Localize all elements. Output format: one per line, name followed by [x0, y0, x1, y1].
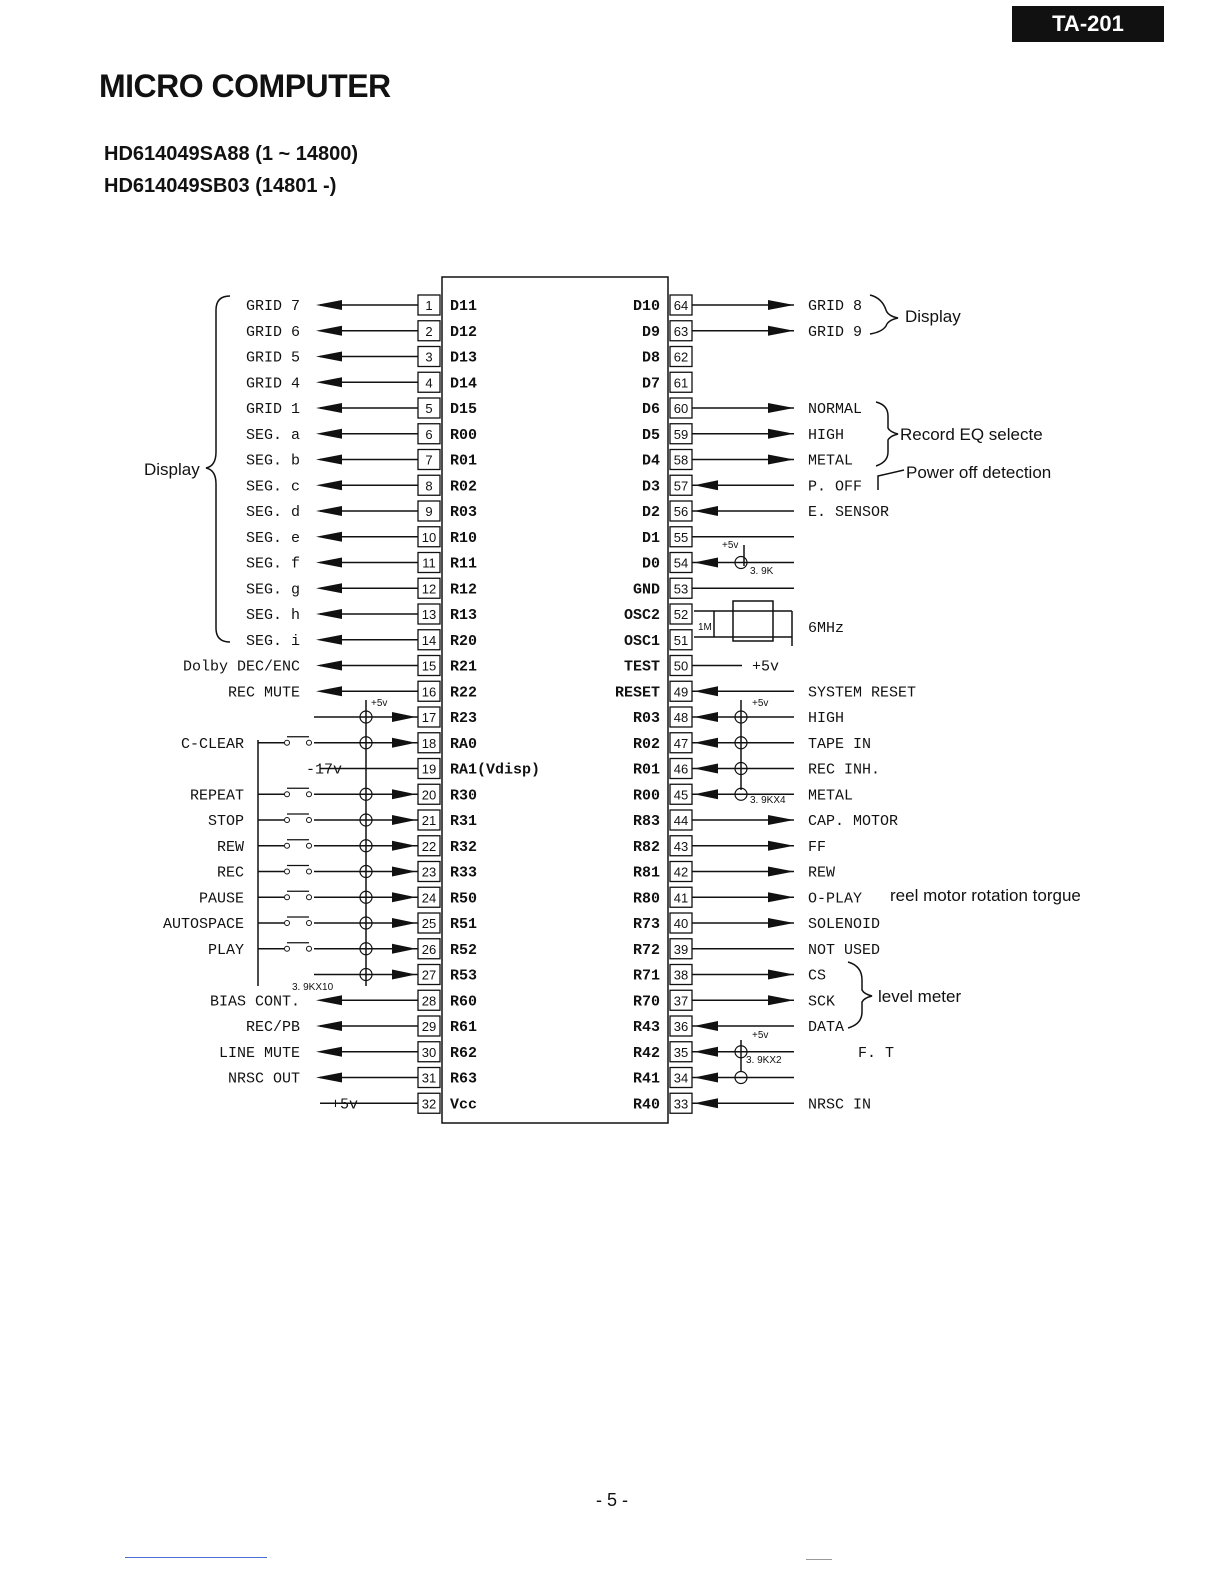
signal-label: PAUSE	[198, 890, 244, 908]
in-arrow	[392, 944, 416, 954]
pin-name: R41	[632, 1070, 660, 1088]
pin-name: D13	[450, 349, 478, 367]
out-arrow	[316, 661, 342, 671]
pin-number: 24	[421, 890, 437, 906]
out-arrow	[768, 892, 794, 902]
in-arrow	[392, 970, 416, 980]
display-left-label: Display	[144, 460, 200, 479]
out-arrow	[316, 583, 342, 593]
signal-label: REW	[216, 838, 244, 856]
out-arrow	[768, 867, 794, 877]
pin-number: 5	[425, 401, 433, 416]
left-plus5v-label: +5v	[371, 698, 388, 709]
in-arrow	[694, 506, 718, 516]
pin-name: D0	[641, 555, 660, 573]
pin-number: 52	[673, 607, 689, 622]
pin-number: 19	[421, 761, 437, 777]
pin-name: R42	[632, 1044, 660, 1062]
display-brace-right	[870, 295, 898, 334]
pin-number: 44	[673, 813, 689, 828]
part-number-1: HD614049SA88 (1 ~ 14800)	[104, 143, 359, 165]
signal-label: NRSC IN	[808, 1096, 872, 1114]
pin-name: R73	[632, 916, 660, 933]
signal-label: PLAY	[207, 941, 244, 959]
pin-name: R10	[450, 529, 478, 547]
out-arrow	[316, 558, 342, 568]
signal-label: BIAS CONT.	[209, 993, 300, 1011]
signal-label: FF	[808, 838, 827, 856]
pin-name: D14	[450, 375, 478, 393]
in-arrow	[694, 480, 718, 490]
signal-label: REC/PB	[245, 1019, 300, 1036]
crystal-freq-label: 6MHz	[808, 620, 845, 637]
record-eq-brace	[876, 402, 898, 466]
signal-label: E. SENSOR	[808, 504, 890, 521]
signal-label: GRID 5	[245, 349, 300, 367]
out-arrow	[316, 532, 342, 542]
out-arrow	[768, 815, 794, 825]
switch-contact	[307, 869, 312, 874]
signal-label: SEG. b	[245, 452, 300, 470]
in-arrow	[694, 1098, 718, 1108]
out-arrow	[768, 429, 794, 439]
pin-name: R01	[450, 452, 478, 470]
pin-name: R03	[450, 504, 478, 521]
signal-label: REPEAT	[189, 787, 244, 805]
d0-resistor-label: 3. 9K	[750, 566, 774, 577]
in-arrow	[694, 738, 718, 748]
pin-name: R62	[450, 1044, 478, 1062]
pin-number: 17	[421, 710, 437, 725]
display-brace-left	[206, 296, 230, 642]
pin-number: 43	[673, 838, 689, 854]
signal-label: C-CLEAR	[180, 735, 244, 753]
out-arrow	[768, 918, 794, 928]
pin-name: R23	[450, 710, 478, 727]
switch-contact	[307, 843, 312, 848]
switch-contact	[285, 895, 290, 900]
signal-label: SEG. a	[245, 426, 300, 444]
signal-label: GRID 8	[808, 298, 863, 315]
pin-name: D3	[641, 478, 660, 496]
d0-plus5v-label: +5v	[722, 540, 739, 551]
switch-contact	[307, 895, 312, 900]
power-off-label: Power off detection	[906, 463, 1052, 482]
pin-number: 26	[421, 941, 437, 957]
pin-name: R71	[632, 967, 660, 985]
pin-name: R20	[450, 632, 478, 650]
pin-number: 41	[673, 890, 689, 906]
pin-number: 10	[421, 529, 437, 545]
pin-number: 39	[673, 941, 689, 957]
pin-number: 32	[421, 1096, 437, 1112]
pin-number: 46	[673, 761, 689, 777]
in-arrow	[392, 841, 416, 851]
signal-label: METAL	[808, 452, 854, 470]
pin-name: R80	[632, 890, 660, 908]
pin-name: GND	[632, 581, 660, 599]
pin-number: 34	[673, 1070, 689, 1086]
pin-number: 14	[421, 632, 437, 648]
pin-name: TEST	[623, 658, 660, 676]
pin-number: 30	[421, 1044, 437, 1060]
in-arrow	[392, 918, 416, 928]
switch-contact	[285, 921, 290, 926]
signal-label: -17v	[305, 761, 342, 779]
crystal-box	[733, 601, 773, 641]
out-arrow	[768, 970, 794, 980]
pin-name: R01	[632, 761, 660, 779]
out-arrow	[316, 1021, 342, 1031]
pin-number: 21	[421, 813, 437, 828]
pin-number: 47	[673, 735, 689, 751]
signal-label: Dolby DEC/ENC	[182, 658, 300, 676]
pin-number: 51	[673, 632, 689, 648]
signal-label: CAP. MOTOR	[808, 813, 899, 830]
signal-label: +5v	[330, 1096, 358, 1114]
pin-number: 6	[425, 426, 433, 442]
pin-name: R70	[632, 993, 660, 1011]
signal-label: GRID 6	[245, 323, 300, 341]
signal-label: SEG. c	[245, 478, 300, 496]
signal-label: SCK	[808, 993, 836, 1011]
out-arrow	[768, 326, 794, 336]
out-arrow	[768, 841, 794, 851]
out-arrow	[316, 480, 342, 490]
pin-number: 58	[673, 452, 689, 468]
display-right-label: Display	[905, 307, 961, 326]
switch-contact	[285, 792, 290, 797]
pin-number: 28	[421, 993, 437, 1009]
signal-label: TAPE IN	[808, 735, 872, 753]
pin-number: 23	[421, 864, 437, 880]
page-title: MICRO COMPUTER	[99, 68, 391, 104]
switch-contact	[307, 921, 312, 926]
in-arrow	[392, 738, 416, 748]
pin-name: R21	[450, 658, 478, 676]
pin-number: 59	[673, 426, 689, 442]
pin-name: R11	[450, 555, 478, 573]
in-arrow	[392, 712, 416, 722]
out-arrow	[316, 995, 342, 1005]
pin-name: R30	[450, 787, 478, 805]
pin-name: RA0	[450, 735, 478, 753]
r-3k9x4-label: 3. 9KX4	[750, 795, 786, 806]
resistor-1m-label: 1M	[698, 622, 712, 633]
pin-number: 40	[673, 916, 689, 931]
pin-name: R63	[450, 1070, 478, 1088]
pin-number: 4	[425, 375, 433, 391]
out-arrow	[316, 686, 342, 696]
pin-name: D11	[450, 298, 478, 315]
r-3k9x2-label: 3. 9KX2	[746, 1055, 782, 1066]
pin-number: 2	[425, 323, 433, 339]
signal-label: SEG. e	[245, 529, 300, 547]
pin-number: 1	[425, 298, 433, 313]
pin-number: 18	[421, 735, 437, 751]
in-arrow	[694, 558, 718, 568]
pin-name: R43	[632, 1019, 660, 1036]
pin-name: R60	[450, 993, 478, 1011]
pin-number: 54	[673, 555, 689, 571]
signal-label: SEG. h	[245, 607, 300, 624]
level-meter-brace	[848, 962, 872, 1028]
pin-number: 50	[673, 658, 689, 674]
in-arrow	[694, 1047, 718, 1057]
pin-name: R72	[632, 941, 660, 959]
pin-number: 45	[673, 787, 689, 803]
signal-label: REC	[216, 864, 244, 882]
switch-contact	[307, 946, 312, 951]
pin-number: 49	[673, 684, 689, 700]
pin-number: 29	[421, 1019, 437, 1034]
pin-number: 20	[421, 787, 437, 803]
signal-label: HIGH	[808, 710, 845, 727]
out-arrow	[316, 300, 342, 310]
pin-number: 11	[422, 555, 436, 571]
out-arrow	[768, 995, 794, 1005]
signal-label: AUTOSPACE	[162, 916, 244, 933]
in-arrow	[392, 867, 416, 877]
in-arrow	[694, 686, 718, 696]
pin-name: D15	[450, 401, 478, 418]
pin-number: 48	[673, 710, 689, 725]
out-arrow	[316, 403, 342, 413]
pin-name: R53	[450, 967, 478, 985]
signal-label: CS	[808, 967, 827, 985]
in-arrow	[392, 815, 416, 825]
right-plus5v-label: +5v	[752, 698, 769, 709]
signal-label: REC MUTE	[227, 684, 300, 702]
switch-contact	[307, 792, 312, 797]
switch-contact	[285, 843, 290, 848]
out-arrow	[316, 352, 342, 362]
pin-number: 8	[425, 478, 433, 494]
signal-label: P. OFF	[808, 478, 863, 496]
pin-name: D4	[641, 452, 660, 470]
out-arrow	[768, 455, 794, 465]
pin-name: D2	[641, 504, 660, 521]
pin-number: 27	[421, 967, 437, 983]
pin-name: R52	[450, 941, 478, 959]
pin-name: R00	[632, 787, 660, 805]
pin-number: 7	[425, 452, 433, 468]
pin-name: D12	[450, 323, 478, 341]
signal-label: SEG. i	[245, 632, 300, 650]
footer-rule-2	[806, 1559, 832, 1560]
pin-number: 57	[673, 478, 689, 494]
pin-number: 64	[673, 298, 689, 313]
pin-number: 9	[425, 504, 433, 519]
switch-contact	[307, 818, 312, 823]
pin-number: 16	[421, 684, 437, 700]
pin-number: 22	[421, 838, 437, 854]
pin-number: 61	[673, 375, 689, 391]
out-arrow	[316, 609, 342, 619]
right-plus5v-label-2: +5v	[752, 1030, 769, 1041]
pin-number: 60	[673, 401, 689, 416]
pin-number: 15	[421, 658, 437, 674]
signal-label: +5v	[752, 658, 780, 676]
signal-label: NOT USED	[808, 941, 881, 959]
record-eq-label: Record EQ selecte	[900, 425, 1043, 444]
signal-label: SEG. f	[245, 555, 300, 573]
signal-label: GRID 1	[245, 401, 300, 418]
pin-name: D8	[641, 349, 660, 367]
pin-name: R00	[450, 426, 478, 444]
out-arrow	[316, 635, 342, 645]
signal-label: DATA	[808, 1019, 845, 1036]
in-arrow	[694, 789, 718, 799]
pin-name: R33	[450, 864, 478, 882]
reel-motor-label: reel motor rotation torgue	[890, 886, 1081, 905]
out-arrow	[768, 403, 794, 413]
pin-name: R81	[632, 864, 660, 882]
switch-contact	[285, 869, 290, 874]
pin-name: D10	[632, 298, 660, 315]
signal-label: LINE MUTE	[218, 1044, 300, 1062]
pin-name: R03	[632, 710, 660, 727]
pin-name: R82	[632, 838, 660, 856]
page-number: - 5 -	[595, 1490, 628, 1510]
pin-name: R13	[450, 607, 478, 624]
pin-number: 36	[673, 1019, 689, 1034]
signal-label: O-PLAY	[808, 890, 863, 908]
pin-name: Vcc	[450, 1096, 478, 1114]
pin-name: D1	[641, 529, 660, 547]
pin-number: 12	[421, 581, 437, 597]
in-arrow	[694, 1021, 718, 1031]
in-arrow	[694, 1073, 718, 1083]
switch-contact	[285, 818, 290, 823]
pin-number: 38	[673, 967, 689, 983]
signal-label: F. T	[858, 1044, 895, 1062]
out-arrow	[316, 1047, 342, 1057]
in-arrow	[694, 764, 718, 774]
signal-label: SEG. d	[245, 504, 300, 521]
pin-number: 63	[673, 323, 689, 339]
pin-name: R22	[450, 684, 478, 702]
out-arrow	[316, 506, 342, 516]
pin-name: R02	[632, 735, 660, 753]
pin-name: R51	[450, 916, 478, 933]
in-arrow	[392, 789, 416, 799]
pin-name: R61	[450, 1019, 478, 1036]
pin-name: OSC2	[623, 607, 660, 624]
pin-number: 31	[421, 1070, 437, 1086]
pin-name: R83	[632, 813, 660, 830]
pin-name: R40	[632, 1096, 660, 1114]
in-arrow	[392, 892, 416, 902]
pin-name: RESET	[614, 684, 660, 702]
pin-number: 56	[673, 504, 689, 519]
pin-name: RA1(Vdisp)	[450, 761, 541, 779]
pin-name: R12	[450, 581, 478, 599]
out-arrow	[316, 429, 342, 439]
out-arrow	[768, 300, 794, 310]
signal-label: REW	[808, 864, 836, 882]
signal-label: NORMAL	[808, 401, 863, 418]
footer-rule	[125, 1557, 267, 1558]
pin-name: OSC1	[623, 632, 660, 650]
signal-label: SYSTEM RESET	[808, 684, 917, 702]
signal-label: REC INH.	[808, 761, 881, 779]
out-arrow	[316, 377, 342, 387]
in-arrow	[694, 712, 718, 722]
part-number-2: HD614049SB03 (14801 -)	[104, 175, 337, 197]
pin-number: 35	[673, 1044, 689, 1060]
pin-name: D5	[641, 426, 660, 444]
out-arrow	[316, 455, 342, 465]
signal-label: NRSC OUT	[227, 1070, 300, 1088]
pin-number: 3	[425, 349, 433, 365]
pin-name: R50	[450, 890, 478, 908]
level-meter-label: level meter	[878, 987, 962, 1006]
pin-name: R02	[450, 478, 478, 496]
pin-number: 42	[673, 864, 689, 880]
signal-label: STOP	[207, 813, 244, 830]
pin-number: 55	[673, 529, 689, 545]
pin-number: 62	[673, 349, 689, 365]
pin-number: 13	[421, 607, 437, 622]
switch-contact	[285, 740, 290, 745]
model-badge: TA-201	[1012, 6, 1164, 42]
power-off-pointer	[878, 470, 904, 490]
pin-number: 53	[673, 581, 689, 597]
signal-label: HIGH	[808, 426, 845, 444]
r-3k9x10-label: 3. 9KX10	[292, 982, 334, 993]
pin-name: D7	[641, 375, 660, 393]
out-arrow	[316, 326, 342, 336]
pin-number: 33	[673, 1096, 689, 1112]
switch-contact	[307, 740, 312, 745]
signal-label: GRID 4	[245, 375, 300, 393]
pin-name: R31	[450, 813, 478, 830]
signal-label: GRID 7	[245, 298, 300, 315]
signal-label: SOLENOID	[808, 916, 881, 933]
switch-contact	[285, 946, 290, 951]
pin-name: D9	[641, 323, 660, 341]
signal-label: GRID 9	[808, 323, 863, 341]
pin-number: 25	[421, 916, 437, 931]
out-arrow	[316, 1073, 342, 1083]
pin-name: D6	[641, 401, 660, 418]
pin-name: R32	[450, 838, 478, 856]
pin-number: 37	[673, 993, 689, 1009]
signal-label: METAL	[808, 787, 854, 805]
signal-label: SEG. g	[245, 581, 300, 599]
